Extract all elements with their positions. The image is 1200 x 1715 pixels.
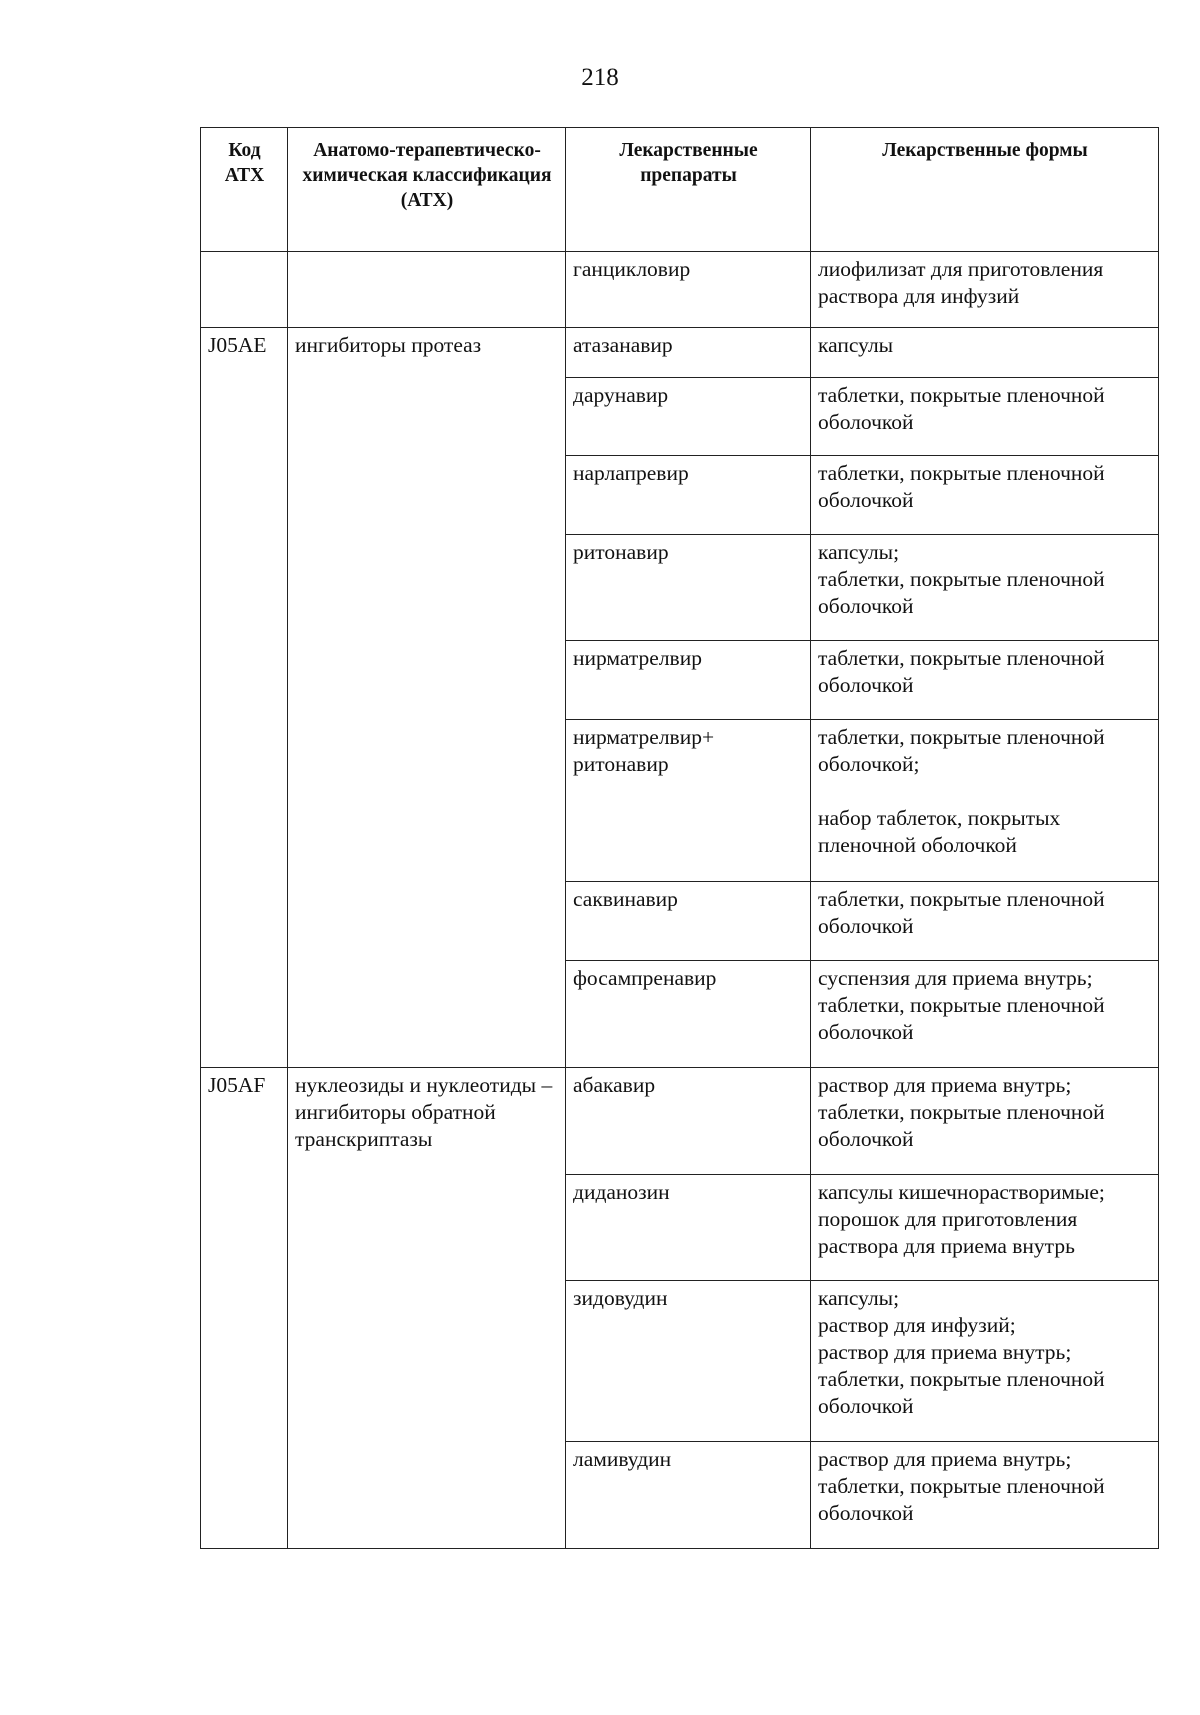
drug-cell: саквинавир [566, 882, 811, 961]
atx-code-cell: J05AE [201, 328, 288, 1068]
forms-cell [811, 1175, 1159, 1281]
header-code: Код АТХ [201, 128, 288, 252]
drug-cell: нирматрелвир [566, 641, 811, 720]
form-line: раствор для приема внутрь; [818, 1340, 1072, 1364]
table-row [201, 328, 1159, 378]
page-number-wrap [0, 64, 1200, 92]
form-line: таблетки, покрытые пленочной оболочкой [818, 461, 1105, 512]
forms-cell [811, 1442, 1159, 1549]
form-line: таблетки, покрытые пленочной оболочкой [818, 1100, 1105, 1151]
drug-cell: ганцикловир [566, 252, 811, 328]
header-classification: Анатомо-терапевтическо-химическая классификация (АТХ) [288, 128, 566, 252]
form-line: таблетки, покрытые пленочной оболочкой [818, 887, 1105, 938]
drug-cell: дарунавир [566, 378, 811, 456]
form-line: таблетки, покрытые пленочной оболочкой [818, 383, 1105, 434]
drug-cell: абакавир [566, 1068, 811, 1175]
table-header-row [201, 128, 1159, 252]
form-line: капсулы [818, 333, 894, 357]
forms-cell [811, 1281, 1159, 1442]
header-drugs: Лекарственные препараты [566, 128, 811, 252]
forms-cell [811, 535, 1159, 641]
form-line: капсулы кишечнорастворимые; [818, 1180, 1105, 1204]
forms-cell [811, 456, 1159, 535]
forms-cell [811, 720, 1159, 882]
forms-cell [811, 378, 1159, 456]
table-row [201, 1068, 1159, 1175]
form-line: таблетки, покрытые пленочной оболочкой [818, 1474, 1105, 1525]
form-line: таблетки, покрытые пленочной оболочкой [818, 993, 1105, 1044]
forms-cell [811, 882, 1159, 961]
forms-cell [811, 1068, 1159, 1175]
form-line: суспензия для приема внутрь; [818, 966, 1093, 990]
form-line: раствор для приема внутрь; [818, 1073, 1072, 1097]
forms-cell [811, 252, 1159, 328]
form-line: таблетки, покрытые пленочной оболочкой [818, 646, 1105, 697]
form-line: раствор для приема внутрь; [818, 1447, 1072, 1471]
drug-cell: зидовудин [566, 1281, 811, 1442]
atx-classification-cell: нуклеозиды и нуклеотиды – ингибиторы обратной транскриптазы [288, 1068, 566, 1549]
form-gap [818, 778, 1152, 805]
atx-code-cell: J05AF [201, 1068, 288, 1549]
header-forms: Лекарственные формы [811, 128, 1159, 252]
atx-code-cell [201, 252, 288, 328]
atx-classification-cell [288, 252, 566, 328]
form-line: порошок для приготовления раствора для приема внутрь [818, 1207, 1078, 1258]
drug-cell: нарлапревир [566, 456, 811, 535]
form-line: таблетки, покрытые пленочной оболочкой; [818, 725, 1105, 776]
drug-cell: атазанавир [566, 328, 811, 378]
page-number: 218 [581, 64, 619, 91]
form-line: набор таблеток, покрытых пленочной оболочкой [818, 806, 1061, 857]
forms-cell [811, 641, 1159, 720]
forms-cell [811, 328, 1159, 378]
form-line: раствор для инфузий; [818, 1313, 1016, 1337]
form-line: таблетки, покрытые пленочной оболочкой [818, 567, 1105, 618]
drug-cell: ламивудин [566, 1442, 811, 1549]
drug-cell: фосампренавир [566, 961, 811, 1068]
drug-cell: нирматрелвир+ ритонавир [566, 720, 811, 882]
form-line: капсулы; [818, 540, 900, 564]
drug-cell: диданозин [566, 1175, 811, 1281]
table-row [201, 252, 1159, 328]
atx-classification-cell: ингибиторы протеаз [288, 328, 566, 1068]
form-line: лиофилизат для приготовления раствора для инфузий [818, 257, 1104, 308]
form-line: капсулы; [818, 1286, 900, 1310]
drug-cell: ритонавир [566, 535, 811, 641]
table-body [201, 252, 1159, 1549]
atx-table [200, 127, 1159, 1549]
forms-cell [811, 961, 1159, 1068]
form-line: таблетки, покрытые пленочной оболочкой [818, 1367, 1105, 1418]
